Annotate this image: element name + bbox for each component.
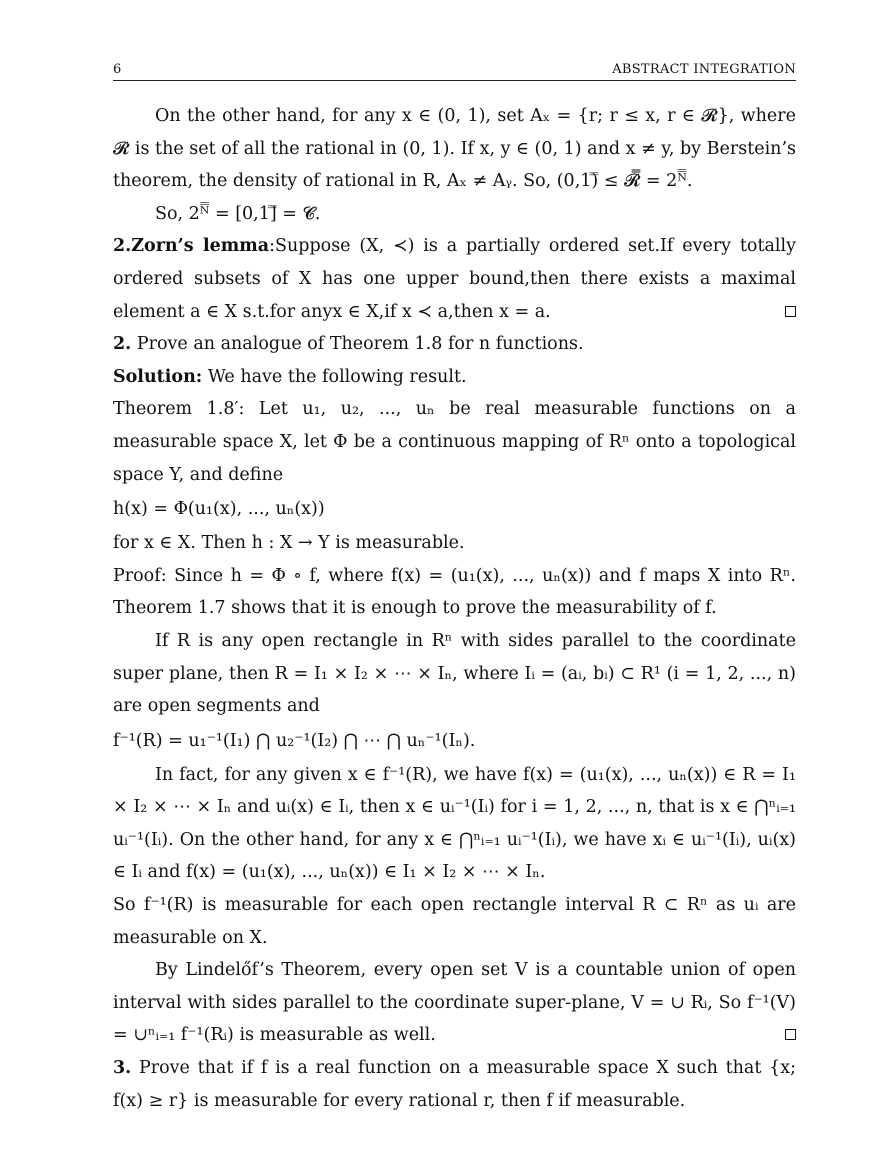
page-number: 6 [113, 62, 122, 77]
running-title: ABSTRACT INTEGRATION [612, 62, 796, 77]
paragraph-proof: Proof: Since h = Φ ∘ f, where f(x) = (u₁(x), ..., uₙ(x)) and f maps X into Rⁿ. Theorem 1.7 shows that it is enough to prove the measurability of f. [113, 565, 796, 619]
exercise-3-statement: 3. Prove that if f is a real function on a measurable space X such that {x; f(x) ≥ r} is measurable for every rational r, then f if measurable. [113, 1058, 796, 1111]
paragraph-cardinality: On the other hand, for any x ∈ (0, 1), set Aₓ = {r; r ≤ x, r ∈ 𝓡}, where 𝓡 is the set of all the rational in (0, 1). If x, y ∈ (0, 1) and x ≠ y, by Berstein’s theorem, the density of rational in R, Aₓ ≠ Aᵧ. So, (0,1)̿ ≤ 𝓡̿ = 2ᴺ̿. [113, 106, 796, 192]
qed-icon [743, 1019, 796, 1052]
theorem-statement: Theorem 1.8′: Let u₁, u₂, ..., uₙ be real measurable functions on a measurable space X, let Φ be a continuous mapping of Rⁿ onto a topological space Y, and define [113, 399, 796, 485]
qed-icon [785, 296, 796, 329]
equation-preimage: f⁻¹(R) = u₁⁻¹(I₁) ⋂ u₂⁻¹(I₂) ⋂ ⋯ ⋂ uₙ⁻¹(Iₙ). [113, 730, 476, 751]
paragraph-open-rectangle: If R is any open rectangle in Rⁿ with sides parallel to the coordinate super plane, then R = I₁ × I₂ × ⋯ × Iₙ, where Iᵢ = (aᵢ, bᵢ) ⊂ R¹ (i = 1, 2, ..., n) are open segments and [113, 630, 796, 717]
paragraph-for-x: for x ∈ X. Then h : X → Y is measurable. [113, 533, 465, 554]
exercise-2-statement: 2. Prove an analogue of Theorem 1.8 for n functions. [113, 334, 584, 355]
page-body [113, 100, 796, 1117]
paragraph-zorn-lemma: 2.Zorn’s lemma:Suppose (X, ≺) is a partially ordered set.If every totally ordered subsets of X has one upper bound,then there exists a maximal element a ∈ X s.t.for anyx ∈ X,if x ≺ a,then x = a. [113, 230, 796, 328]
solution-heading: Solution: We have the following result. [113, 366, 467, 387]
equation-h-definition: h(x) = Φ(u₁(x), ..., uₙ(x)) [113, 499, 325, 520]
paragraph-in-fact: In fact, for any given x ∈ f⁻¹(R), we have f(x) = (u₁(x), ..., uₙ(x)) ∈ R = I₁ × I₂ × ⋯ × Iₙ and uᵢ(x) ∈ Iᵢ, then x ∈ uᵢ⁻¹(Iᵢ) for i = 1, 2, ..., n, that is x ∈ ⋂ⁿᵢ₌₁ uᵢ⁻¹(Iᵢ). On the other hand, for any x ∈ ⋂ⁿᵢ₌₁ uᵢ⁻¹(Iᵢ), we have xᵢ ∈ uᵢ⁻¹(Iᵢ), uᵢ(x) ∈ Iᵢ and f(x) = (u₁(x), ..., uₙ(x)) ∈ I₁ × I₂ × ⋯ × Iₙ. [113, 764, 796, 883]
paragraph-measurable: So f⁻¹(R) is measurable for each open rectangle interval R ⊂ Rⁿ as uᵢ are measurable on X. [113, 895, 796, 948]
paragraph-lindelof: By Lindelőf’s Theorem, every open set V is a countable union of open interval with sides parallel to the coordinate super-plane, V = ∪ Rᵢ, So f⁻¹(V) = ∪ⁿᵢ₌₁ f⁻¹(Rᵢ) is measurable as well. [113, 954, 796, 1052]
running-header [113, 60, 796, 81]
paragraph-conclusion: So, 2ᴺ̿ = [0,1]̿ = 𝓒. [155, 203, 321, 224]
